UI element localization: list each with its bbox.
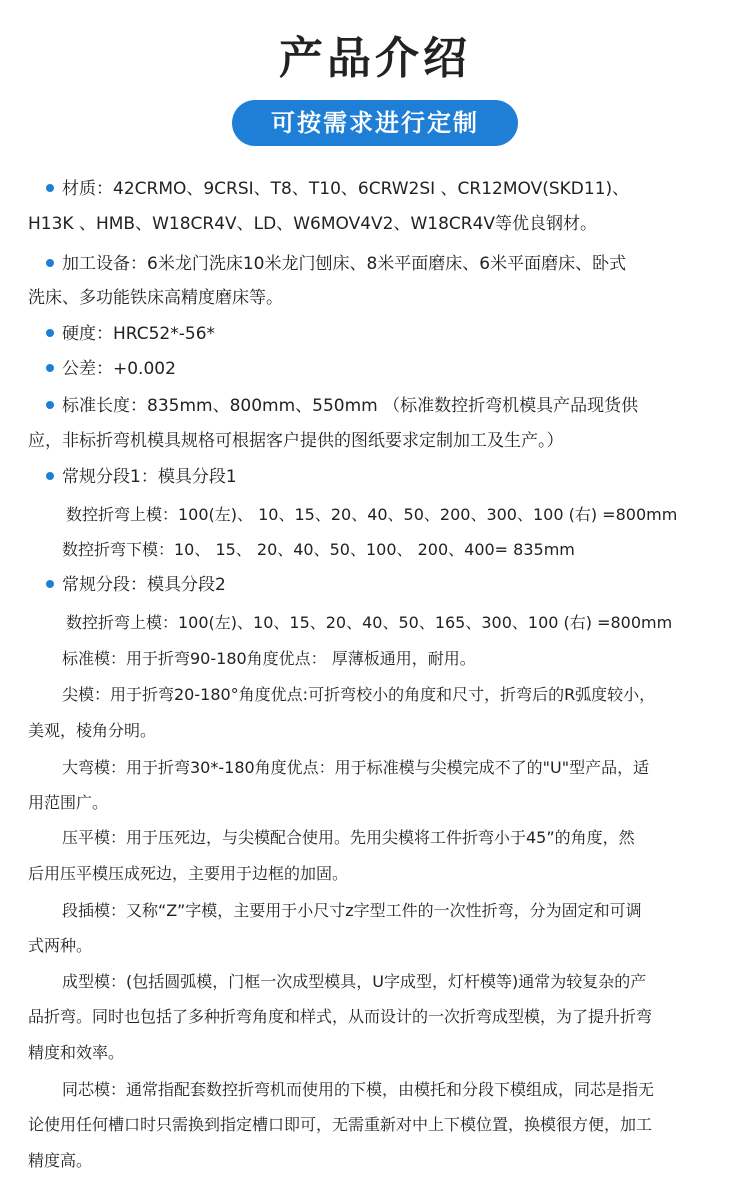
- segment1-upper-die: 数控折弯上模：100(左)、 10、15、20、40、50、200、300、100 (右) =800mm: [66, 505, 678, 524]
- standard-length-line: 标准长度：835mm、800mm、550mm （标准数控折弯机模具产品现货供: [46, 394, 638, 418]
- gooseneck-die-line-cont: 用范围广。: [28, 793, 109, 812]
- bullet-dot-icon: [46, 364, 54, 372]
- bullet-dot-icon: [46, 472, 54, 480]
- material-line-cont: H13K 、HMB、W18CR4V、LD、W6MOV4V2、W18CR4V等优良钢材。: [28, 214, 598, 234]
- segment1-heading: 常规分段1：模具分段1: [46, 465, 237, 489]
- standard-die-line: 标准模：用于折弯90-180角度优点： 厚薄板通用，耐用。: [62, 649, 476, 668]
- customization-banner: 可按需求进行定制: [232, 100, 518, 146]
- gooseneck-die-line: 大弯模：用于折弯30*-180角度优点：用于标准模与尖模完成不了的"U"型产品，适: [62, 758, 650, 777]
- forming-die-line-cont1: 品折弯。同时也包括了多种折弯角度和样式，从而设计的一次折弯成型模，为了提升折弯: [28, 1007, 653, 1026]
- equipment-line: 加工设备：6米龙门洗床10米龙门刨床、8米平面磨床、6米平面磨床、卧式: [46, 252, 626, 276]
- page-title: 产品介绍: [279, 33, 471, 84]
- sharp-die-line: 尖模：用于折弯20-180°角度优点:可折弯校小的角度和尺寸，折弯后的R弧度较小，: [62, 685, 656, 704]
- offset-die-line: 段插模：又称“Z”字模，主要用于小尺寸z字型工件的一次性折弯，分为固定和可调: [62, 901, 642, 920]
- standard-length-line-cont: 应，非标折弯机模具规格可根据客户提供的图纸要求定制加工及生产。）: [28, 431, 564, 451]
- concentric-die-line-cont2: 精度高。: [28, 1151, 93, 1170]
- tolerance-line: 公差：+0.002: [46, 357, 176, 381]
- bullet-dot-icon: [46, 401, 54, 409]
- segment2-upper-die: 数控折弯上模：100(左)、10、15、20、40、50、165、300、100 (右) =800mm: [66, 613, 673, 632]
- flattening-die-line: 压平模：用于压死边，与尖模配合使用。先用尖模将工件折弯小于45”的角度，然: [62, 828, 635, 847]
- offset-die-line-cont: 式两种。: [28, 936, 93, 955]
- segment2-heading: 常规分段：模具分段2: [46, 573, 226, 597]
- hardness-line: 硬度：HRC52*-56*: [46, 322, 215, 346]
- bullet-dot-icon: [46, 580, 54, 588]
- forming-die-line-cont2: 精度和效率。: [28, 1043, 125, 1062]
- segment1-lower-die: 数控折弯下模：10、 15、 20、40、50、100、 200、400= 835mm: [62, 540, 575, 559]
- material-line: 材质：42CRMO、9CRSI、T8、T10、6CRW2SI 、CR12MOV(SKD11)、: [46, 177, 629, 201]
- forming-die-line: 成型模：(包括圆弧模，门框一次成型模具，U字成型，灯杆模等)通常为较复杂的产: [62, 972, 647, 991]
- concentric-die-line-cont1: 论使用任何槽口时只需换到指定槽口即可，无需重新对中上下模位置，换模很方便，加工: [28, 1115, 653, 1134]
- flattening-die-line-cont: 后用压平模压成死边，主要用于边框的加固。: [28, 864, 349, 883]
- bullet-dot-icon: [46, 329, 54, 337]
- equipment-line-cont: 洗床、多功能铁床高精度磨床等。: [28, 288, 283, 308]
- concentric-die-line: 同芯模：通常指配套数控折弯机而使用的下模，由模托和分段下模组成，同芯是指无: [62, 1080, 655, 1099]
- bullet-dot-icon: [46, 184, 54, 192]
- sharp-die-line-cont: 美观，棱角分明。: [28, 721, 157, 740]
- bullet-dot-icon: [46, 259, 54, 267]
